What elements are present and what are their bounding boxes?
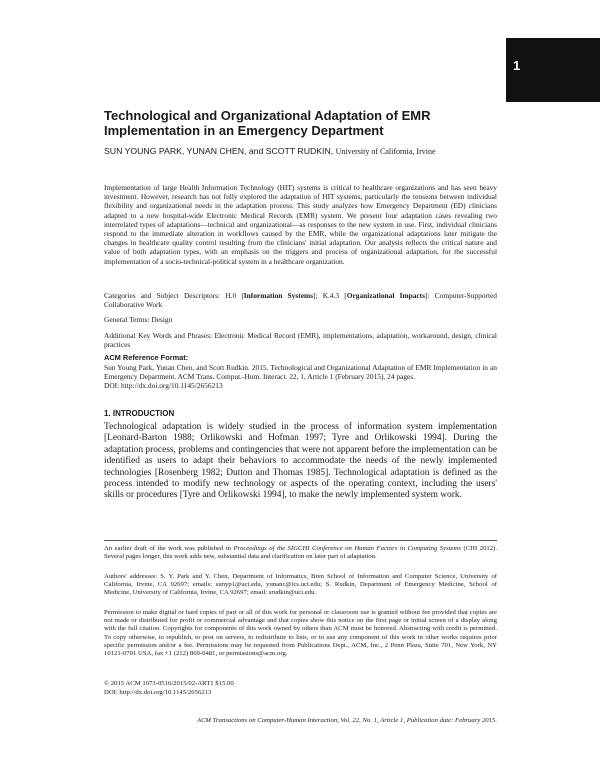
footnote-divider — [104, 540, 497, 541]
general-terms: General Terms: Design — [104, 315, 173, 324]
reference-doi-link[interactable]: DOI: http://dx.doi.org/10.1145/2656213 — [104, 381, 223, 391]
ccs-prefix: Categories and Subject Descriptors: H.0 [ — [104, 291, 244, 300]
section-heading-introduction: 1. INTRODUCTION — [104, 409, 175, 418]
running-footer: ACM Transactions on Computer-Human Interaction, Vol. 22, No. 1, Article 1, Publication date: February 2015. — [196, 717, 497, 724]
ccs-suffix: ]: Computer-Supported Collaborative Work — [104, 291, 497, 310]
paper-title: Technological and Organizational Adaptation of EMR Implementation in an Emergency Department — [104, 108, 431, 138]
ccs-concepts — [104, 291, 497, 309]
reference-text: Sun Young Park, Yunan Chen, and Scott Rudkin. 2015. Technological and Organizational Adaptation of EMR Implementation in an Emergency Department. ACM Trans. Comput.-Hum. Interact. 22, 1, Article 1 (February 2015), 24 pages. — [104, 363, 497, 382]
footnote-permission: Permission to make digital or hard copies of part or all of this work for personal or classroom use is granted without fee provided that copies are not made or distributed for profit or commercial advantage and that copies show this notice on the first page or initial screen of a display along with the full citation. Copyrights for components of this work owned by others than ACM must be honored. Abstracting with credit is permitted. To copy otherwise, to republish, to post on servers, to redistribute to lists, or to use any component of this work in other works requires prior specific permission and/or a fee. Permissions may be requested from Publications Dept., ACM, Inc., 2 Penn Plaza, Suite 701, New York, NY 10121-0701 USA, fax +1 (212) 869-0481, or permissions@acm.org. — [104, 609, 497, 658]
footnote-addresses: Authors' addresses: S. Y. Park and Y. Chen, Department of Informatics, Bren School of Information and Computer Science, University of California, Irvine, CA 92697; emails: sunyp1@uci.edu, yunanc@ics.uci.edu; S. Rudkin, Department of Emergency Medicine, School of Medicine, University of California, Irvine, CA 92697; email: srudkin@uci.edu. — [104, 573, 497, 597]
keywords: Additional Key Words and Phrases: Electronic Medical Record (EMR), implementations, adaptation, workaround, design, clinical practices — [104, 331, 497, 350]
footnote-earlier-draft — [104, 545, 497, 561]
footnote-doi-link[interactable]: DOI: http://dx.doi.org/10.1145/2656213 — [104, 689, 212, 696]
author-affiliation: University of California, Irvine — [335, 147, 436, 156]
footnote-copyright: © 2015 ACM 1073-0516/2015/02-ART1 $15.00 — [104, 680, 234, 687]
earlier-suffix: (CHI 2012). Several pages longer, this work adds new, substantial data and clarification on later part of adaptation. — [104, 545, 498, 561]
abstract: Implementation of large Health Information Technology (HIT) systems is critical to healthcare organizations and has seen heavy investment. However, research has not fully explored the adaptation of HIT systems, particularly the tensions between individual flexibility and organizational needs in the adaptation process. This study analyzes how Emergency Department (ED) clinicians adapted to a new hospital-wide Electronic Medical Records (EMR) system. We present four adaptation cases revealing two interrelated types of adaptations—technical and organizational—as responses to the new system in use. First, individual clinicians respond to the immediate alteration in workflows caused by the EMR, while the organizational adaptations later mitigate the changes in healthcare quality control resulting from the clinicians' initial adaptation. Our analysis reflects the critical nature and value of both adaptation types, with an emphasis on the triggers and process of organizational adaptation, for the successful implementation of a socio-technical-political system in a healthcare organization. — [104, 183, 497, 266]
reference-format — [104, 363, 497, 391]
introduction-paragraph: Technological adaptation is widely studied in the process of information system implementation [Leonard-Barton 1988; Orlikowski and Hofman 1997; Tyre and Orlikowski 1994]. During the adaptation process, problems and contingencies that were not apparent before the implementation can be identified as users to adapt their behaviors to accommodate the needs of the newly implemented technologies [Rosenberg 1982; Dutton and Thomas 1985]. Technological adaptation is defined as the process intended to modify new technology or aspects of the operating context, including the users' skills or procedures [Tyre and Orlikowski 1994], to make the newly implemented system work. — [104, 422, 497, 501]
earlier-venue: Proceedings of the SIGCHI Conference on Human Factors in Computing Systems — [233, 545, 461, 552]
page-number-tab — [506, 38, 600, 102]
author-line — [104, 146, 504, 157]
ccs-mid: ]; K.4.3 [ — [313, 291, 347, 300]
ccs-term-1: Information Systems — [243, 291, 314, 300]
earlier-prefix: An earlier draft of the work was published in — [104, 545, 234, 552]
author-names: SUN YOUNG PARK, YUNAN CHEN, and SCOTT RUDKIN, — [104, 146, 334, 156]
reference-format-heading: ACM Reference Format: — [104, 353, 189, 362]
page-number: 1 — [513, 58, 521, 73]
ccs-term-2: Organizational Impacts — [346, 291, 426, 300]
